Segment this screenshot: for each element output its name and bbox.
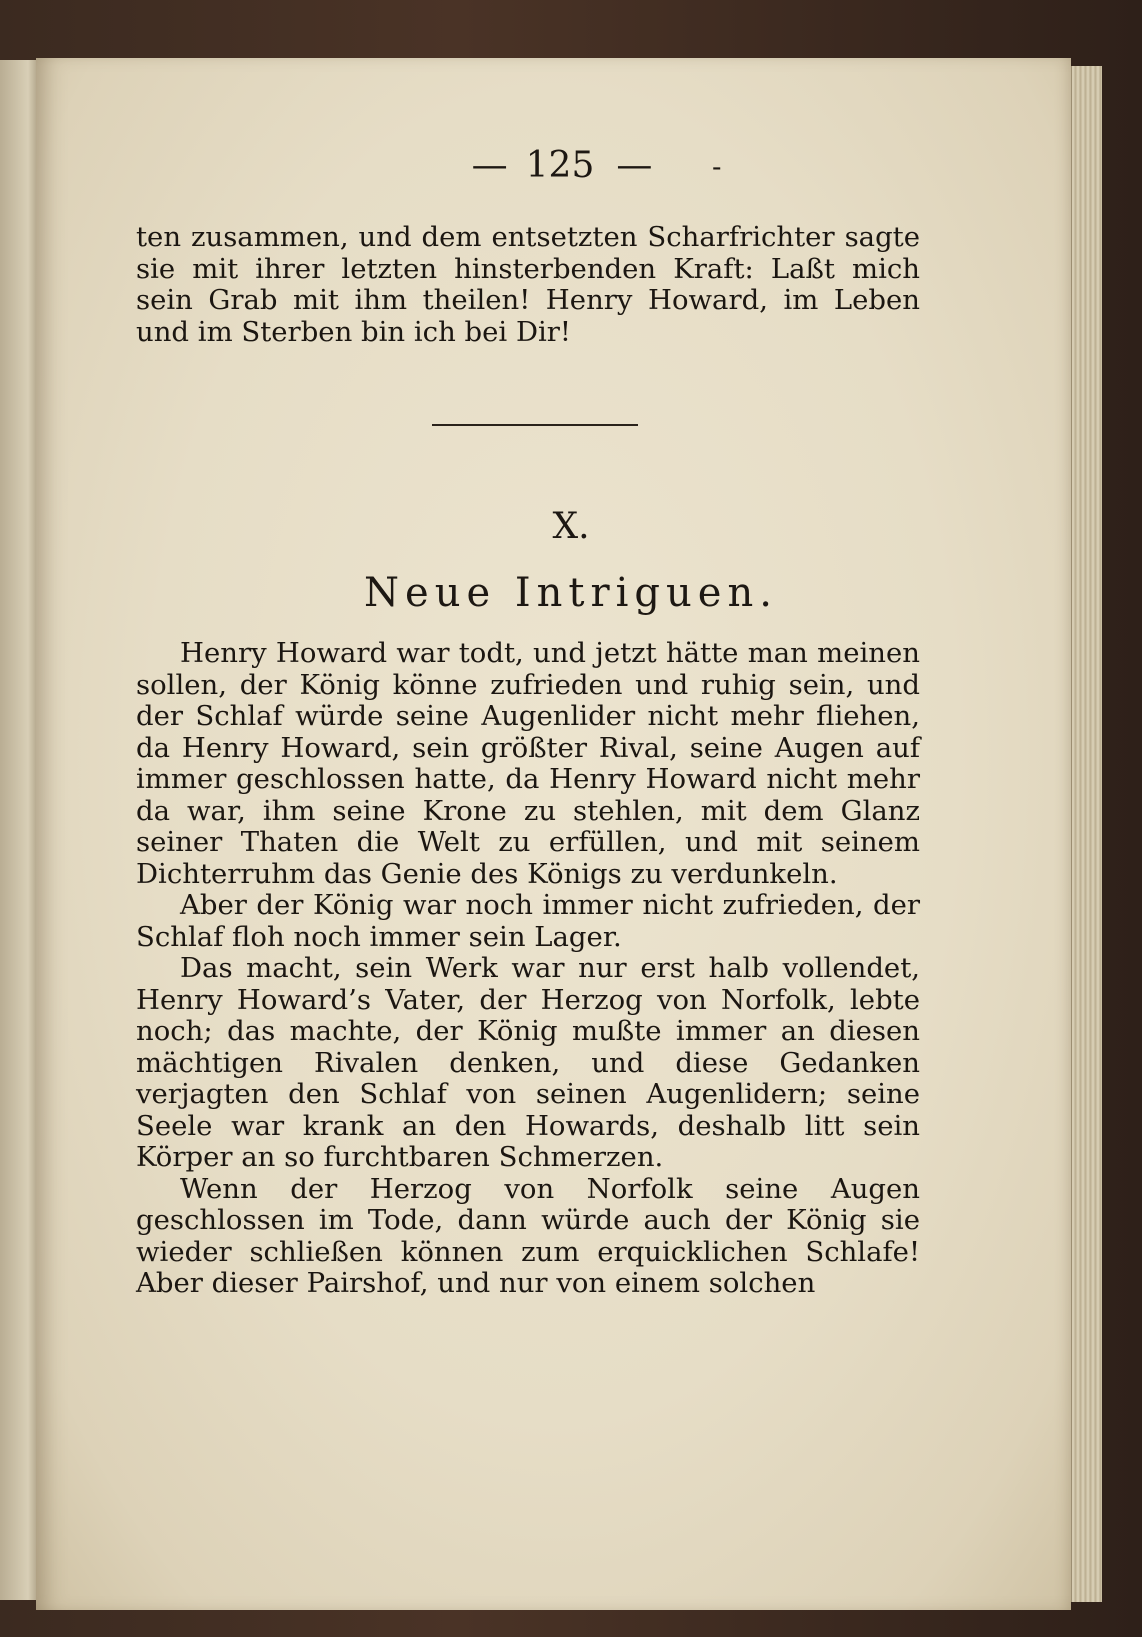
body-text	[136, 638, 920, 1300]
paragraph: Das macht, sein Werk war nur erst halb vollendet, Henry Howard’s Vater, der Herzog von Norfolk, lebte noch; das machte, der König mußte immer an diesen mächtigen Rivalen denken, und diese Gedanken verjagten den Schlaf von seinen Augenlidern; seine Seele war krank an den Howards, deshalb litt sein Körper an so furchtbaren Schmerzen.	[136, 952, 920, 1173]
header-dash-right: —	[616, 144, 649, 186]
paragraph: Wenn der Herzog von Norfolk seine Augen geschlossen im Tode, dann würde auch der König sie wieder schließen können zum erquicklichen Schlafe! Aber dieser Pairshof, und nur von einem solchen	[136, 1172, 920, 1299]
top-paragraph-block	[136, 222, 920, 348]
top-paragraph: ten zusammen, und dem entsetzten Scharfrichter sagte sie mit ihrer letzten hinsterbenden Kraft: Laßt mich sein Grab mit ihm theilen! Henry Howard, im Leben und im Sterben bin ich bei Dir!	[136, 221, 920, 348]
header-stray-mark: -	[712, 150, 722, 183]
page-edges	[1071, 66, 1102, 1602]
left-page-edge	[0, 60, 40, 1600]
header-dash-left: —	[471, 144, 504, 186]
section-separator	[432, 424, 638, 426]
paragraph: Henry Howard war todt, und jetzt hätte man meinen sollen, der König könne zufrieden und ruhig sein, und der Schlaf würde seine Augenlider nicht mehr fliehen, da Henry Howard, sein größter Rival, seine Augen auf immer geschlossen hatte, da Henry Howard nicht mehr da war, ihm seine Krone zu stehlen, mit dem Glanz seiner Thaten die Welt zu erfüllen, und mit seinem Dichterruhm das Genie des Königs zu verdunkeln.	[136, 637, 920, 890]
paragraph: Aber der König war noch immer nicht zufrieden, der Schlaf floh noch immer sein Lager.	[136, 889, 920, 953]
chapter-title: Neue Intriguen.	[364, 570, 778, 616]
page-number: 125	[525, 144, 595, 186]
page-header	[400, 140, 720, 190]
chapter-number: X.	[552, 506, 590, 547]
